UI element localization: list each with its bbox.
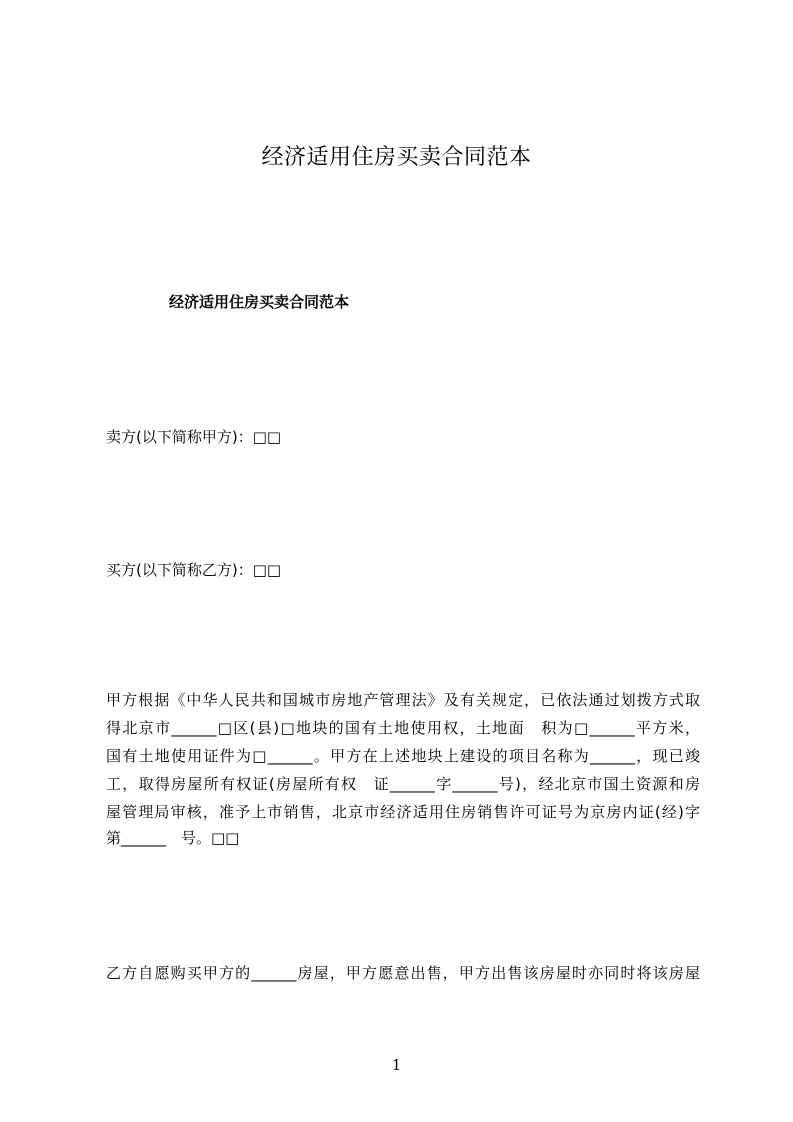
paragraph-line: 国有土地使用证件为□______。甲方在上述地块上建设的项目名称为______，现已竣 (106, 747, 700, 765)
paragraph-line: 第______ 号。□□ (106, 829, 240, 847)
paragraph-line: 屋管理局审核，准予上市销售，北京市经济适用住房销售许可证号为京房内证(经)字 (106, 803, 700, 821)
seller-line: 卖方(以下简称甲方)：□□ (106, 428, 282, 446)
document-subtitle: 经济适用住房买卖合同范本 (169, 293, 350, 311)
page-number: 1 (391, 1056, 402, 1074)
paragraph-line: 甲方根据《中华人民共和国城市房地产管理法》及有关规定，已依法通过划拨方式取 (106, 691, 700, 709)
paragraph-line: 乙方自愿购买甲方的______房屋，甲方愿意出售，甲方出售该房屋时亦同时将该房屋 (106, 964, 700, 982)
paragraph-line: 工，取得房屋所有权证(房屋所有权 证______字______号)，经北京市国土资源和房 (106, 775, 700, 793)
buyer-line: 买方(以下简称乙方)：□□ (106, 561, 282, 579)
document-title: 经济适用住房买卖合同范本 (261, 145, 532, 170)
paragraph-line: 得北京市______□区(县)□地块的国有土地使用权，土地面 积为□______平方米， (106, 719, 700, 737)
